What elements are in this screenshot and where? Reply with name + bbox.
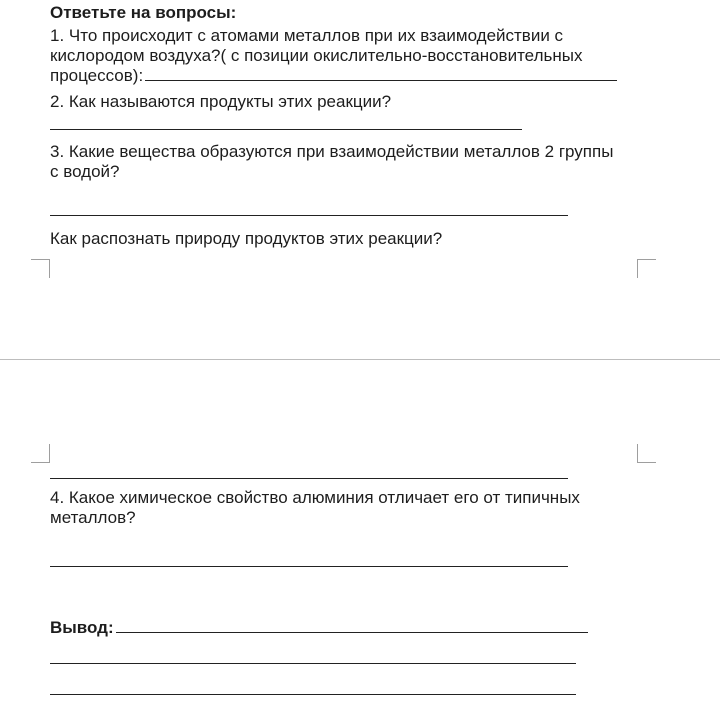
question-4-line-1: 4. Какое химическое свойство алюминия отличает его от типичных	[50, 488, 580, 507]
question-3-line-1: 3. Какие вещества образуются при взаимодействии металлов 2 группы	[50, 142, 614, 161]
conclusion-line-3	[50, 694, 576, 695]
conclusion-line-2	[50, 663, 576, 664]
question-4-line-2: металлов?	[50, 508, 136, 527]
question-1-line-3-text: процессов):	[50, 66, 144, 85]
question-1-line-1: 1. Что происходит с атомами металлов при их взаимодействии с	[50, 26, 564, 45]
answer-line-3	[50, 215, 568, 216]
answer-line-2	[50, 129, 522, 130]
answer-line-3b	[50, 478, 568, 479]
question-3-followup: Как распознать природу продуктов этих реакции?	[50, 229, 443, 248]
answer-line-4	[50, 566, 568, 567]
conclusion-answer-line	[116, 631, 588, 633]
page-corner-marker-bottom-left	[31, 444, 50, 463]
answer-line-1	[145, 79, 617, 81]
page-corner-marker-top-right	[637, 259, 656, 278]
question-2-text: 2. Как называются продукты этих реакции?	[50, 92, 392, 111]
page-corner-marker-bottom-right	[637, 444, 656, 463]
conclusion-label: Вывод:	[50, 618, 114, 637]
worksheet-heading: Ответьте на вопросы:	[50, 3, 237, 22]
question-1-line-2: кислородом воздуха?( с позиции окислительно-восстановительных	[50, 46, 583, 65]
question-1-line-3	[50, 66, 617, 85]
page-corner-marker-top-left	[31, 259, 50, 278]
question-3-line-2: с водой?	[50, 162, 120, 181]
conclusion-line	[50, 618, 588, 637]
page-break-divider	[0, 359, 720, 360]
